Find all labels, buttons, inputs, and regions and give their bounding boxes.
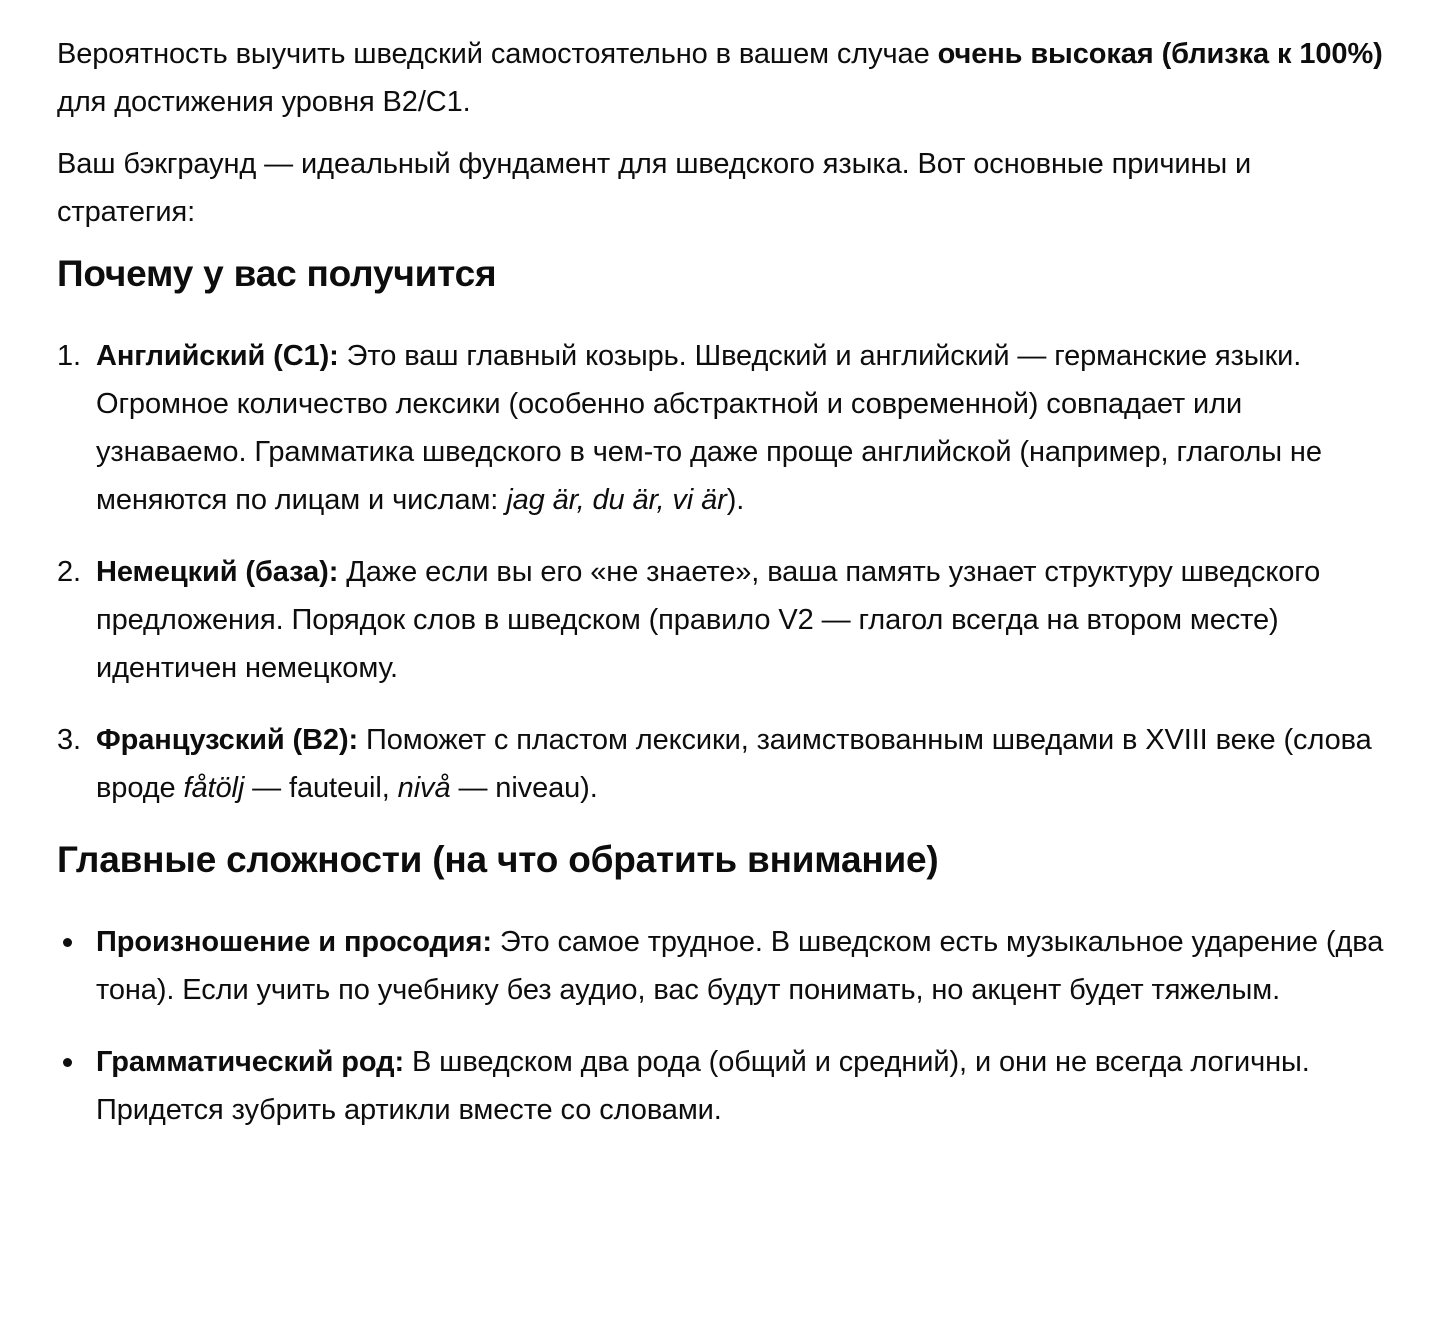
intro-text-end: для достижения уровня B2/C1.: [57, 86, 471, 118]
intro-paragraph-1: [57, 30, 1388, 126]
item-text: Это самое трудное. В шведском есть музыкальное ударение (два тона). Если учить по учебнику без аудио, вас будут понимать, но акцент будет тяжелым.: [96, 926, 1384, 1006]
bullet-dot-icon: [63, 938, 72, 947]
list-item: [57, 918, 1388, 1014]
item-label: Произношение и просодия:: [96, 926, 492, 958]
reasons-list: [57, 332, 1388, 812]
item-label: Французский (B2):: [96, 724, 359, 756]
list-number: 2.: [57, 556, 81, 588]
item-italic: fåtölj: [183, 772, 245, 804]
item-text: В шведском два рода (общий и средний), и они не всегда логичны. Придется зубрить артикли вместе со словами.: [96, 1046, 1310, 1126]
bullet-dot-icon: [63, 1058, 72, 1067]
intro-bold: очень высокая (близка к 100%): [937, 38, 1383, 70]
item-text: Даже если вы его «не знаете», ваша память узнает структуру шведского предложения. Порядок слов в шведском (правило V2 — глагол всегда на втором месте) идентичен немецкому.: [96, 556, 1321, 684]
intro-text-2: Ваш бэкграунд — идеальный фундамент для шведского языка. Вот основные причины и стратегия:: [57, 148, 1252, 228]
list-item: [57, 716, 1388, 812]
item-label: Грамматический род:: [96, 1046, 405, 1078]
list-item: [57, 1038, 1388, 1134]
intro-paragraph-2: [57, 140, 1388, 236]
list-item: [57, 332, 1388, 524]
item-label: Английский (C1):: [96, 340, 339, 372]
item-label: Немецкий (база):: [96, 556, 339, 588]
section-heading-why: Почему у вас получится: [57, 253, 497, 294]
intro-text: Вероятность выучить шведский самостоятельно в вашем случае: [57, 38, 938, 70]
list-number: 1.: [57, 340, 81, 372]
list-item: [57, 548, 1388, 692]
list-number: 3.: [57, 724, 81, 756]
item-tail: ).: [726, 484, 745, 516]
item-italic: jag är, du är, vi är: [506, 484, 727, 516]
item-tail: — niveau).: [450, 772, 598, 804]
item-text: Это ваш главный козырь. Шведский и английский — германские языки. Огромное количество лексики (особенно абстрактной и современной) совпадает или узнаваемо. Грамматика шведского в чем-то даже проще английской (например, глаголы не меняются по лицам и числам:: [96, 340, 1322, 516]
section-heading-difficulties: Главные сложности (на что обратить внимание): [57, 839, 939, 880]
difficulties-list: [57, 918, 1388, 1134]
item-mid: — fauteuil,: [244, 772, 398, 804]
item-text: Поможет с пластом лексики, заимствованным шведами в XVIII веке (слова вроде: [96, 724, 1372, 804]
item-italic: nivå: [397, 772, 451, 804]
